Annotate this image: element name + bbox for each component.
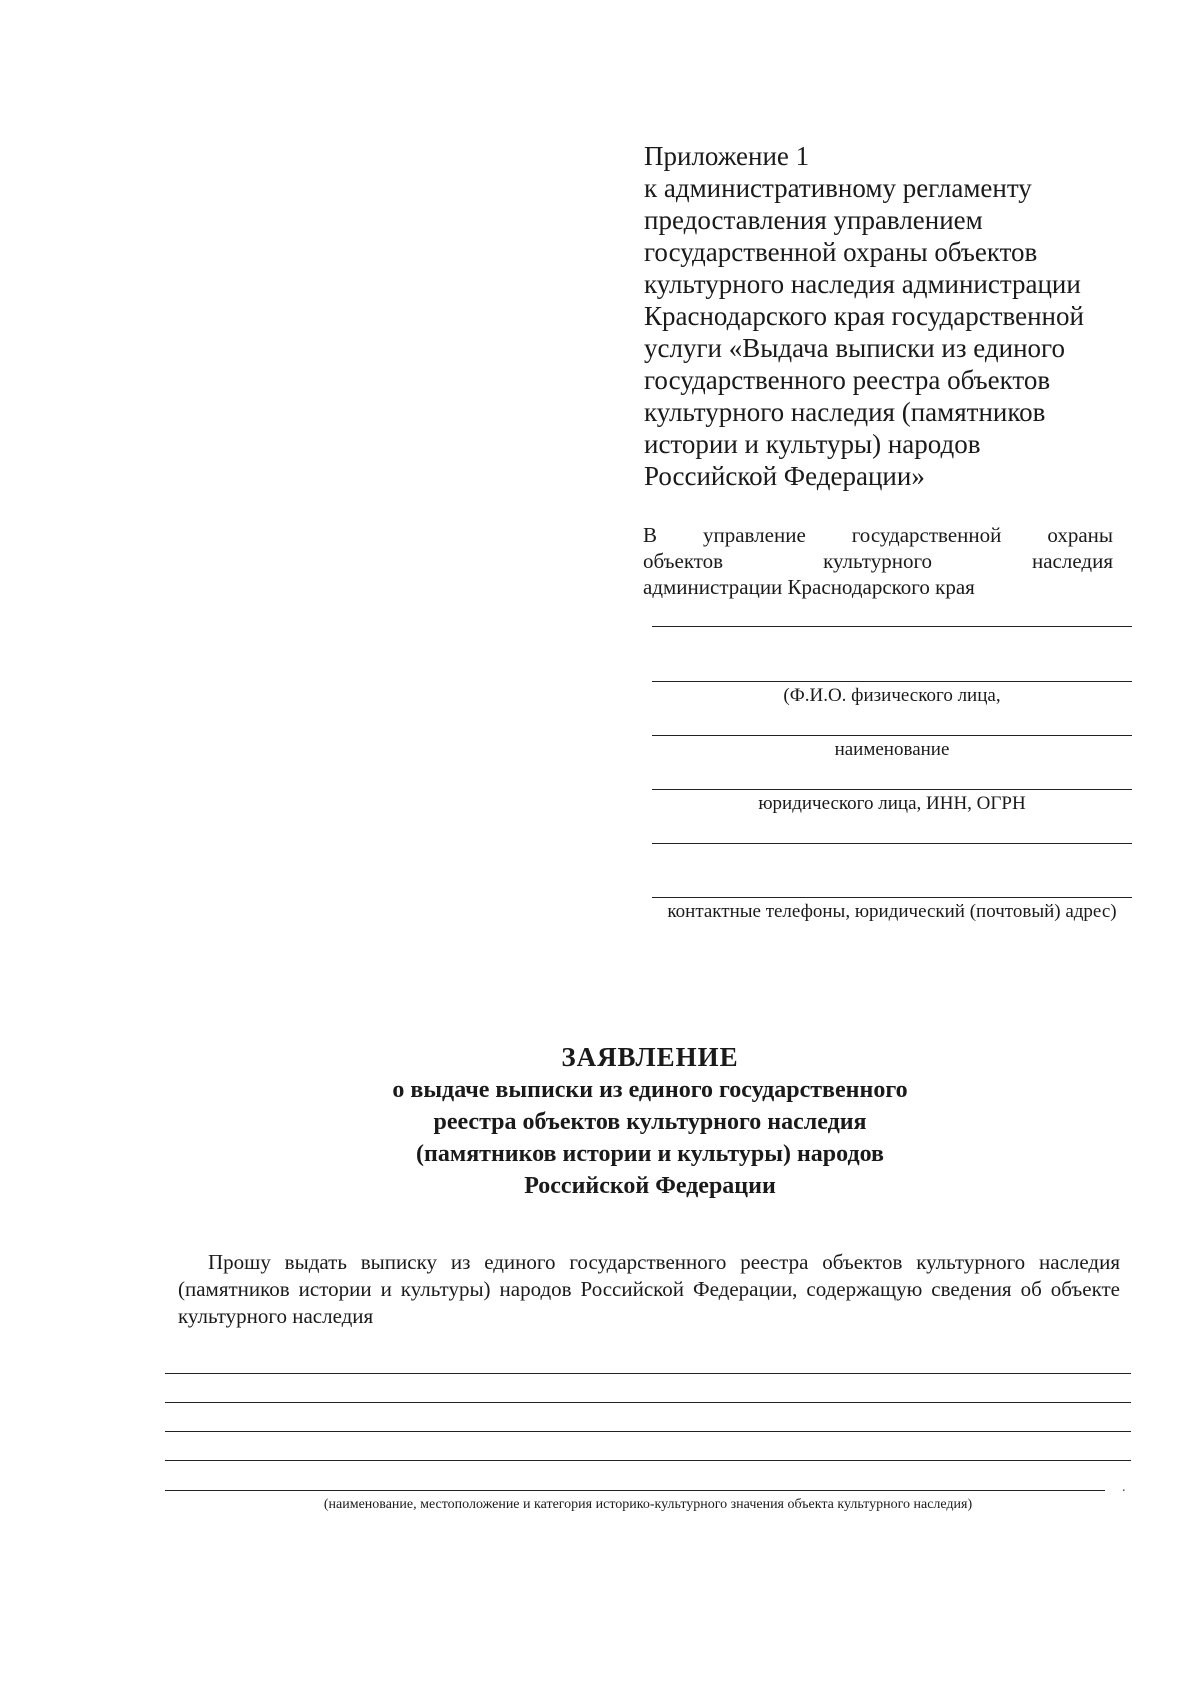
caption-fio: (Ф.И.О. физического лица,	[783, 685, 1001, 706]
appendix-line: культурного наследия (памятников	[644, 397, 1046, 427]
addressee-word: объектов	[643, 549, 724, 573]
appendix-line: Приложение 1	[644, 141, 810, 171]
appendix-line: культурного наследия администрации	[644, 269, 1081, 299]
addressee-word: охраны	[1047, 523, 1113, 547]
applicant-fill-line[interactable]	[652, 843, 1132, 844]
document-title	[300, 1040, 1000, 1202]
applicant-fill-line[interactable]	[652, 626, 1132, 627]
appendix-line: Краснодарского края государственной	[644, 301, 1084, 331]
appendix-line: к административному регламенту	[644, 173, 1032, 203]
object-fill-line[interactable]	[165, 1490, 1105, 1491]
addressee-word: управление	[702, 523, 806, 547]
addressee-block	[643, 522, 1113, 600]
object-fill-line[interactable]	[165, 1402, 1131, 1403]
addressee-word: государственной	[851, 523, 1002, 547]
addressee-row	[643, 548, 1113, 574]
line-end-mark: .	[1122, 1480, 1126, 1495]
title-line: о выдаче выписки из единого государственного	[392, 1077, 908, 1103]
appendix-line: Российской Федерации»	[644, 461, 925, 491]
object-fill-line[interactable]	[165, 1373, 1131, 1374]
caption-contacts: контактные телефоны, юридический (почтовый) адрес)	[667, 901, 1117, 922]
addressee-row	[643, 522, 1113, 548]
appendix-line: государственного реестра объектов	[644, 365, 1051, 395]
title-line: (памятников истории и культуры) народов	[416, 1141, 884, 1167]
applicant-fill-line[interactable]	[652, 789, 1132, 790]
applicant-fill-line[interactable]	[652, 735, 1132, 736]
title-line: Российской Федерации	[524, 1173, 776, 1199]
addressee-row	[643, 574, 1113, 600]
addressee-word: администрации Краснодарского края	[643, 575, 975, 599]
request-paragraph: Прошу выдать выписку из единого государственного реестра объектов культурного наследия (памятников истории и культуры) народов Российской Федерации, содержащую сведения об объекте культурного наследия	[178, 1250, 1120, 1328]
title-heading: ЗАЯВЛЕНИЕ	[561, 1042, 739, 1072]
title-line: реестра объектов культурного наследия	[433, 1109, 867, 1135]
addressee-word: наследия	[1032, 549, 1113, 573]
appendix-header	[644, 140, 1124, 492]
object-fill-line[interactable]	[165, 1431, 1131, 1432]
applicant-fill-line[interactable]	[652, 681, 1132, 682]
caption-object: (наименование, местоположение и категория историко-культурного значения объекта культурного наследия)	[323, 1497, 973, 1512]
caption-legal: юридического лица, ИНН, ОГРН	[758, 793, 1026, 814]
applicant-fill-line[interactable]	[652, 897, 1132, 898]
appendix-line: государственной охраны объектов	[644, 237, 1038, 267]
addressee-word: В	[643, 523, 658, 547]
caption-name: наименование	[834, 739, 950, 760]
appendix-line: истории и культуры) народов	[644, 429, 981, 459]
object-fill-line[interactable]	[165, 1460, 1131, 1461]
appendix-line: предоставления управлением	[644, 205, 983, 235]
addressee-word: культурного	[823, 549, 933, 573]
appendix-line: услуги «Выдача выписки из единого	[644, 333, 1065, 363]
